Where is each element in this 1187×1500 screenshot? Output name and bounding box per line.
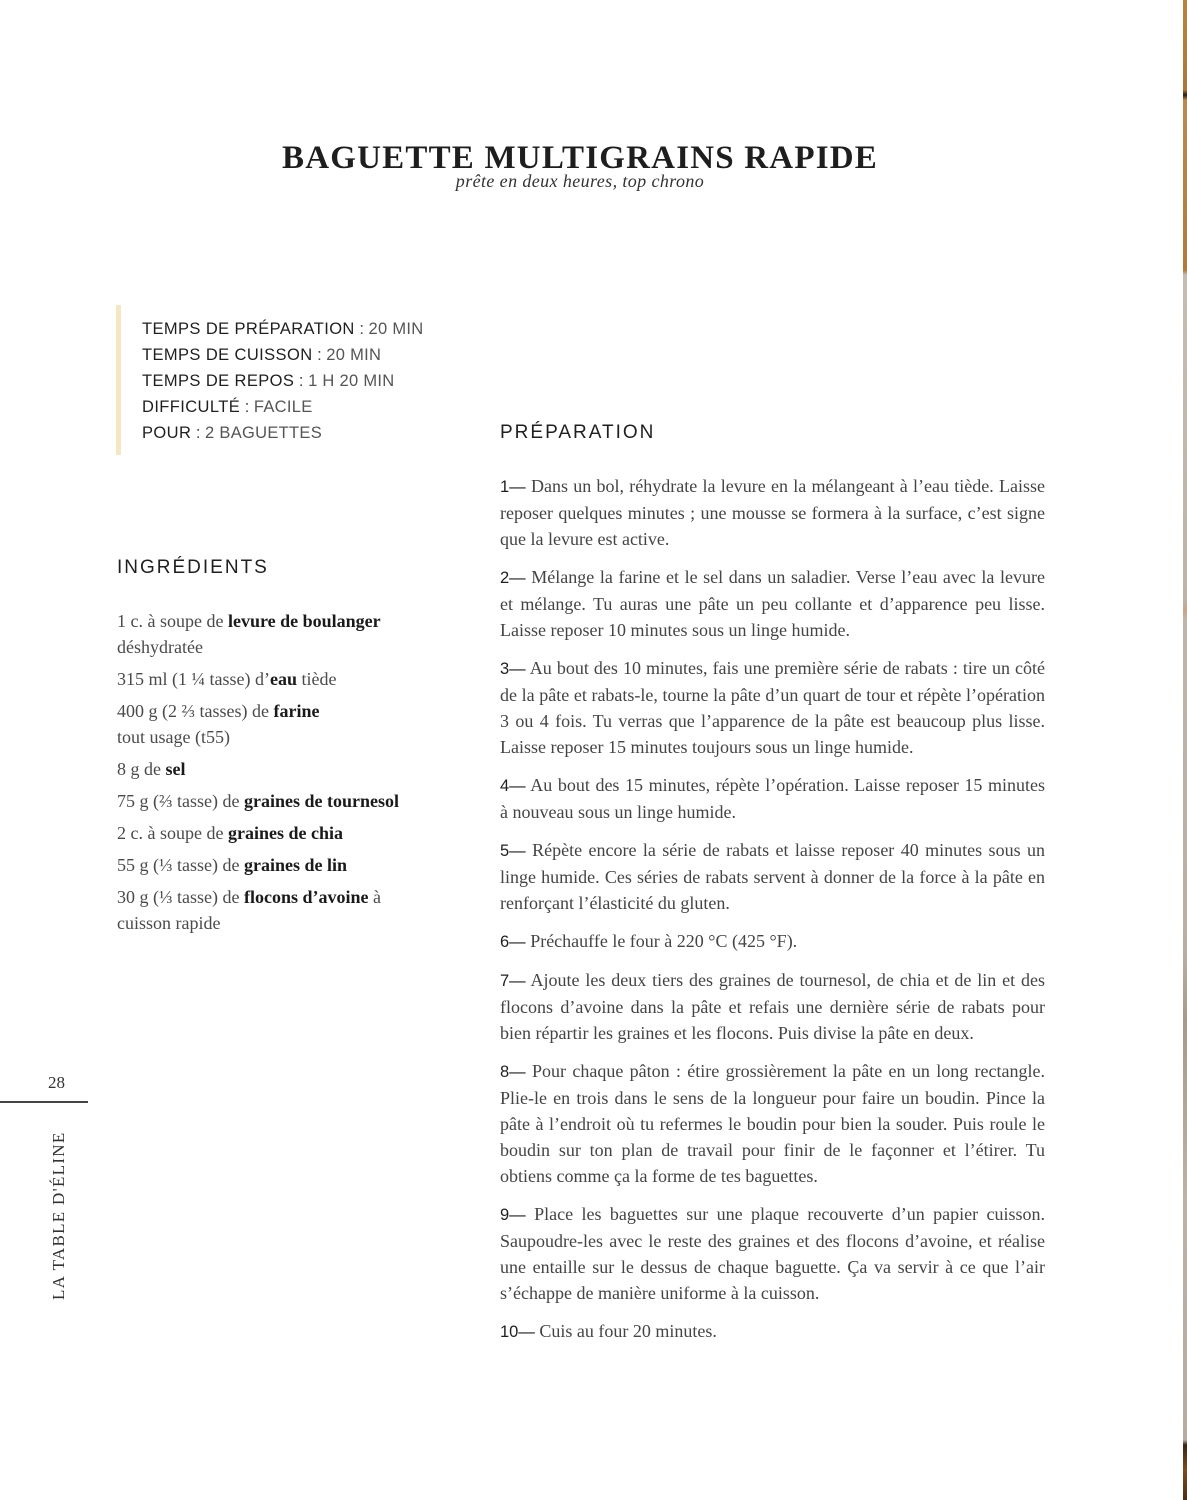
ingredient-item: 55 g (⅓ tasse) de graines de lin xyxy=(117,855,347,875)
preparation-steps xyxy=(500,473,1045,1357)
step-item: 8— Pour chaque pâton : étire grossièrement la pâte en un long rectangle. Plie-le en trois dans le sens de la longueur pour faire un boudin. Pince la pâte à l’endroit où tu refermes le boudin pour bien la souder. Puis roule le boudin sur ton plan de travail pour finir de le façonner et l’étirer. Tu obtiens comme ça la forme de tes baguettes. xyxy=(500,1061,1045,1186)
step-item: 4— Au bout des 15 minutes, répète l’opération. Laisse reposer 15 minutes à nouveau sous un linge humide. xyxy=(500,775,1045,822)
ingredients-heading: INGRÉDIENTS xyxy=(117,557,269,578)
info-difficulty: DIFFICULTÉ : FACILE xyxy=(142,398,313,416)
ingredient-item: 1 c. à soupe de levure de boulanger déshydratée xyxy=(117,611,381,657)
recipe-info-list xyxy=(142,316,424,446)
folio-divider xyxy=(0,1101,88,1103)
step-item: 5— Répète encore la série de rabats et laisse reposer 40 minutes sous un linge humide. Ces séries de rabats servent à donner de la force à la pâte en renforçant l’élasticité du gluten. xyxy=(500,840,1045,913)
recipe-title: BAGUETTE MULTIGRAINS RAPIDE xyxy=(282,140,878,177)
ingredient-item: 400 g (2 ⅔ tasses) de farine tout usage (t55) xyxy=(117,701,320,747)
preparation-heading: PRÉPARATION xyxy=(500,422,656,443)
info-cook-time: TEMPS DE CUISSON : 20 MIN xyxy=(142,346,382,364)
ingredient-item: 30 g (⅓ tasse) de flocons d’avoine à cuisson rapide xyxy=(117,887,381,933)
step-item: 1— Dans un bol, réhydrate la levure en la mélangeant à l’eau tiède. Laisse reposer quelques minutes ; une mousse se formera à la surface, c’est signe que la levure est active. xyxy=(500,476,1045,549)
step-item: 6— Préchauffe le four à 220 °C (425 °F). xyxy=(500,931,798,951)
recipe-subtitle: prête en deux heures, top chrono xyxy=(455,171,705,191)
ingredient-item: 315 ml (1 ¼ tasse) d’eau tiède xyxy=(117,669,337,689)
info-rest-time: TEMPS DE REPOS : 1 H 20 MIN xyxy=(142,372,395,390)
step-item: 2— Mélange la farine et le sel dans un saladier. Verse l’eau avec la levure et mélange. Tu auras une pâte un peu collante et d’apparence peu lisse. Laisse reposer 10 minutes sous un linge humide. xyxy=(500,567,1045,640)
info-accent-bar xyxy=(116,305,121,455)
step-item: 7— Ajoute les deux tiers des graines de tournesol, de chia et de lin et des flocons d’avoine dans la pâte et refais une dernière série de rabats pour bien répartir les graines et les flocons. Puis divise la pâte en deux. xyxy=(500,970,1045,1043)
info-servings: POUR : 2 BAGUETTES xyxy=(142,424,323,442)
facing-page-photo-edge xyxy=(1183,0,1187,1500)
page-number: 28 xyxy=(48,1073,65,1092)
ingredients-list xyxy=(117,608,457,942)
ingredient-item: 8 g de sel xyxy=(117,759,186,779)
step-item: 10— Cuis au four 20 minutes. xyxy=(500,1321,717,1341)
ingredient-item: 2 c. à soupe de graines de chia xyxy=(117,823,343,843)
running-head-book-title: LA TABLE D'ÉLINE xyxy=(49,1131,68,1300)
info-prep-time: TEMPS DE PRÉPARATION : 20 MIN xyxy=(142,320,424,338)
step-item: 9— Place les baguettes sur une plaque recouverte d’un papier cuisson. Saupoudre-les avec le reste des graines et des flocons d’avoine, et réalise une entaille sur le dessus de chaque baguette. Ça va servir à ce que l’air s’échappe de manière uniforme à la cuisson. xyxy=(500,1204,1045,1303)
ingredient-item: 75 g (⅔ tasse) de graines de tournesol xyxy=(117,791,399,811)
step-item: 3— Au bout des 10 minutes, fais une première série de rabats : tire un côté de la pâte et rabats-le, tourne la pâte d’un quart de tour et répète l’opération 3 ou 4 fois. Tu verras que l’apparence de la pâte est beaucoup plus lisse. Laisse reposer 15 minutes toujours sous un linge humide. xyxy=(500,658,1045,757)
